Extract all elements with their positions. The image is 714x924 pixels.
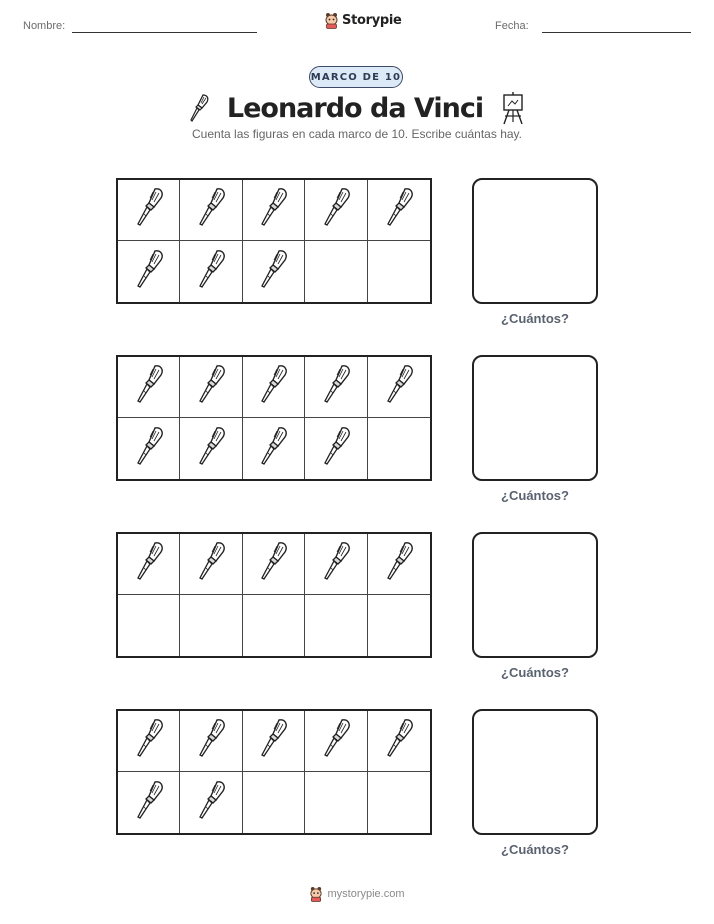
frame-cell [305, 772, 367, 833]
paintbrush-icon [256, 425, 290, 473]
paintbrush-icon [132, 717, 166, 765]
ten-frame-2 [116, 355, 432, 481]
storypie-mascot-icon [309, 886, 323, 902]
worksheet-type-badge: MARCO DE 10 [309, 66, 403, 88]
paintbrush-icon [382, 717, 416, 765]
paintbrush-icon [256, 540, 290, 588]
frame-cell [243, 241, 305, 302]
frame-cell [118, 418, 180, 479]
frame-cell [243, 180, 305, 241]
date-line[interactable] [542, 32, 691, 33]
frame-cell [180, 534, 242, 595]
paintbrush-icon [132, 425, 166, 473]
frame-cell [368, 534, 430, 595]
frame-cell [243, 595, 305, 656]
frame-cell [305, 711, 367, 772]
frame-cell [305, 241, 367, 302]
frame-cell [305, 418, 367, 479]
paintbrush-icon [382, 186, 416, 234]
answer-box-1[interactable] [472, 178, 598, 304]
paintbrush-icon [382, 363, 416, 411]
storypie-mascot-icon [324, 12, 339, 29]
frame-cell [118, 772, 180, 833]
footer-url[interactable]: mystorypie.com [327, 888, 405, 900]
answer-label-3: ¿Cuántos? [501, 665, 569, 680]
frame-cell [243, 357, 305, 418]
frame-cell [243, 772, 305, 833]
easel-icon [499, 91, 527, 125]
paintbrush-icon [194, 425, 228, 473]
paintbrush-icon [194, 186, 228, 234]
paintbrush-icon [132, 363, 166, 411]
date-label: Fecha: [495, 20, 529, 32]
frame-cell [180, 357, 242, 418]
paintbrush-icon [194, 248, 228, 296]
frame-cell [180, 772, 242, 833]
frame-cell [368, 357, 430, 418]
footer [0, 886, 714, 902]
frame-cell [368, 418, 430, 479]
frame-cell [305, 357, 367, 418]
page-title: Leonardo da Vinci [226, 92, 484, 124]
answer-box-2[interactable] [472, 355, 598, 481]
frame-cell [368, 180, 430, 241]
paintbrush-icon [132, 186, 166, 234]
paintbrush-icon [256, 186, 290, 234]
paintbrush-icon [319, 363, 353, 411]
frame-cell [305, 534, 367, 595]
answer-label-4: ¿Cuántos? [501, 842, 569, 857]
paintbrush-icon [194, 779, 228, 827]
paintbrush-icon [319, 186, 353, 234]
frame-cell [243, 711, 305, 772]
ten-frame-3 [116, 532, 432, 658]
paintbrush-icon [256, 363, 290, 411]
paintbrush-icon [382, 540, 416, 588]
ten-frame-4 [116, 709, 432, 835]
paintbrush-icon [187, 92, 211, 124]
answer-box-3[interactable] [472, 532, 598, 658]
brand-name: Storypie [342, 13, 402, 28]
frame-cell [243, 534, 305, 595]
frame-cell [368, 772, 430, 833]
brand-logo [324, 12, 402, 29]
paintbrush-icon [194, 717, 228, 765]
ten-frame-1 [116, 178, 432, 304]
frame-cell [180, 180, 242, 241]
frame-cell [118, 180, 180, 241]
frame-cell [118, 711, 180, 772]
frame-cell [118, 595, 180, 656]
paintbrush-icon [194, 363, 228, 411]
answer-label-1: ¿Cuántos? [501, 311, 569, 326]
title-row [0, 88, 714, 128]
frame-cell [180, 241, 242, 302]
paintbrush-icon [132, 248, 166, 296]
name-label: Nombre: [23, 20, 66, 32]
frame-cell [368, 711, 430, 772]
name-line[interactable] [72, 32, 257, 33]
frame-cell [243, 418, 305, 479]
frame-cell [118, 357, 180, 418]
paintbrush-icon [319, 717, 353, 765]
frame-cell [368, 595, 430, 656]
frame-cell [118, 241, 180, 302]
frame-cell [180, 595, 242, 656]
frame-cell [305, 180, 367, 241]
answer-label-2: ¿Cuántos? [501, 488, 569, 503]
paintbrush-icon [194, 540, 228, 588]
paintbrush-icon [256, 717, 290, 765]
answer-box-4[interactable] [472, 709, 598, 835]
paintbrush-icon [319, 540, 353, 588]
paintbrush-icon [256, 248, 290, 296]
paintbrush-icon [319, 425, 353, 473]
paintbrush-icon [132, 540, 166, 588]
frame-cell [305, 595, 367, 656]
frame-cell [180, 711, 242, 772]
frame-cell [118, 534, 180, 595]
instructions: Cuenta las figuras en cada marco de 10. Escribe cuántas hay. [192, 127, 522, 141]
frame-cell [368, 241, 430, 302]
paintbrush-icon [132, 779, 166, 827]
frame-cell [180, 418, 242, 479]
